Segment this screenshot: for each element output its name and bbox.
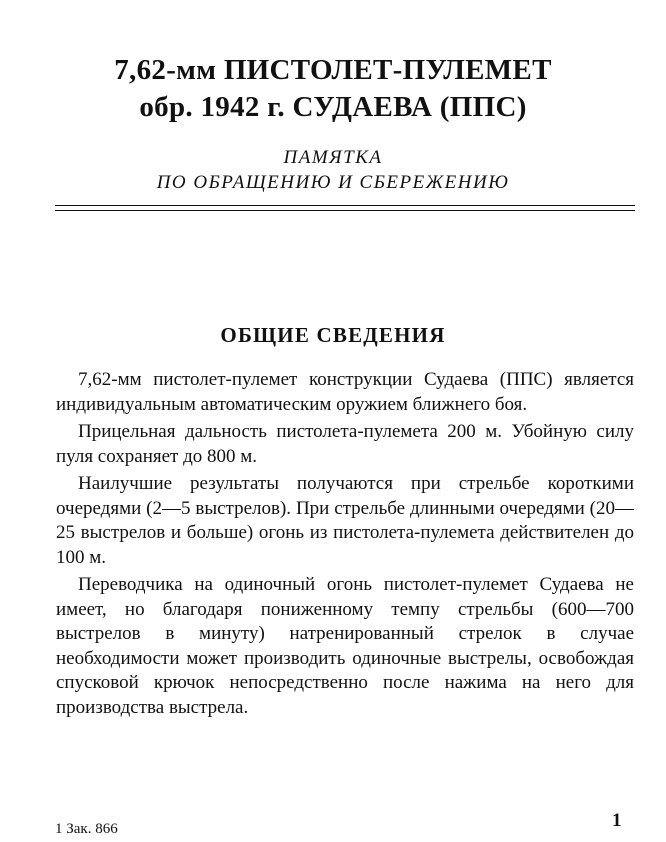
- section-heading: ОБЩИЕ СВЕДЕНИЯ: [220, 323, 446, 347]
- body-text: [56, 368, 634, 723]
- header-rule-bottom: [55, 210, 635, 211]
- page-number: 1: [612, 810, 622, 831]
- paragraph-4: Переводчика на одиночный огонь пистолет-пулемет Судаева не имеет, но благодаря пониженному темпу стрельбы (600—700 выстрелов в минуту) натренированный стрелок в случае необходимости может производить одиночные выстрелы, освобождая спусковой крючок непосредственно после нажима на него для производства выстрела.: [56, 574, 634, 718]
- paragraph-3: Наилучшие результаты получаются при стрельбе короткими очередями (2—5 выстрелов). При стрельбе длинными очередями (20—25 выстрелов и больше) огонь из пистолета-пулемета действителен до 100 м.: [56, 473, 634, 568]
- title-line-2: обр. 1942 г. СУДАЕВА (ППС): [139, 91, 527, 123]
- subtitle-line-1: ПАМЯТКА: [283, 147, 383, 168]
- paragraph-1: 7,62-мм пистолет-пулемет конструкции Судаева (ППС) является индивидуальным автоматическим оружием ближнего боя.: [56, 369, 634, 415]
- paragraph-2: Прицельная дальность пистолета-пулемета 200 м. Убойную силу пуля сохраняет до 800 м.: [56, 421, 634, 467]
- printer-footnote: 1 Зак. 866: [55, 821, 118, 837]
- document-subtitle: [0, 145, 666, 195]
- header-rule-top: [55, 205, 635, 206]
- title-line-1: 7,62-мм ПИСТОЛЕТ-ПУЛЕМЕТ: [114, 54, 552, 86]
- document-title: [0, 52, 666, 126]
- subtitle-line-2: ПО ОБРАЩЕНИЮ И СБЕРЕЖЕНИЮ: [156, 172, 510, 193]
